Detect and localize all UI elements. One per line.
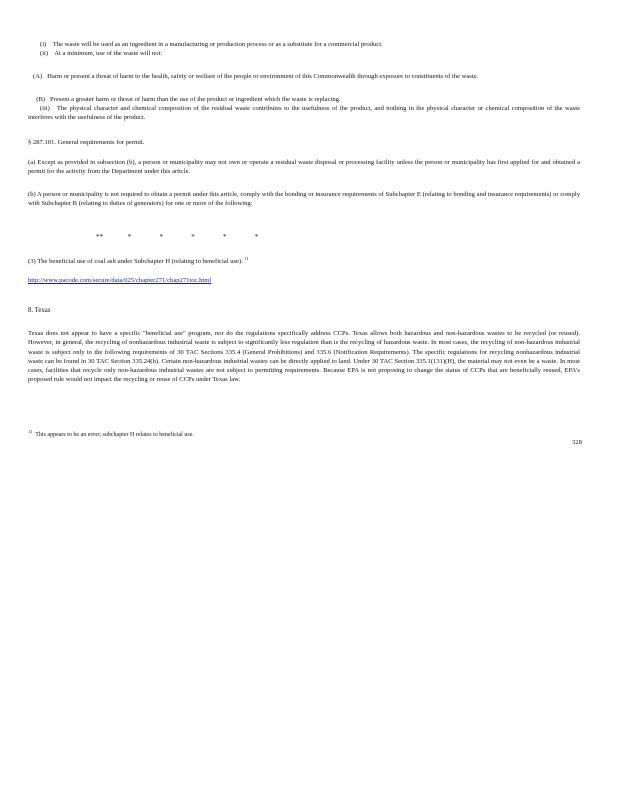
list-text: The waste will be used as an ingredient in a manufacturing or production process or as a substitute for a commercial product.: [52, 41, 383, 48]
footnote: [28, 428, 194, 439]
sub-item-b: [28, 95, 580, 104]
section-8-heading: 8. Texas: [28, 307, 51, 314]
footnote-text: This appears to be an error; subchapter H relates to beneficial use.: [35, 432, 194, 438]
page-number: 328: [572, 439, 582, 446]
sub-text: Harm or present a threat of harm to the health, safety or welfare of the people or environment of this Commonwealth through exposure to constituents of the waste.: [47, 73, 479, 80]
item-3-text: (3) The beneficial use of coal ash under Subchapter H (relating to beneficial use).: [28, 258, 243, 266]
star-mark: *: [159, 233, 163, 241]
star-mark: *: [191, 233, 195, 241]
item-3: [28, 254, 580, 266]
star-mark: *: [127, 233, 132, 241]
list-text: At a minimum, use of the waste will not:: [54, 50, 163, 57]
list-item-i: [40, 40, 580, 49]
star-mark: *: [223, 233, 227, 241]
list-label: (i): [40, 41, 47, 48]
sub-label: (iii): [39, 105, 50, 112]
sub-label: (A): [32, 73, 43, 80]
paragraph-a: (a) Except as provided in subsection (b), a person or municipality may not own or operate a residual waste disposal or processing facility unless the person or municipality has first applied for and obtained a permit for the activity from the Department under this article.: [28, 159, 580, 176]
sub-item-iii: [28, 104, 580, 123]
paragraph-b: (b) A person or municipality is not required to obtain a permit under this article, comply with the bonding or insurance requirements of Subchapter E (relating to bonding and insurance requirements) or comply with Subchapter B (relating to duties of generators) for one or more of the following:: [28, 191, 580, 208]
sub-item-a: [28, 72, 580, 81]
omission-stars: [96, 233, 285, 241]
footnote-ref: 11: [244, 256, 249, 261]
footnote-number: 11: [28, 429, 33, 434]
texas-paragraph: Texas does not appear to have a specific "beneficial use" program, nor do the regulations specifically address CCPs. Texas allows both hazardous and non-hazardous wastes to be recycled (or reused). However, in general, the recycling of nonhazardous industrial waste is subject to significantly less regulation than is the recycling of hazardous waste. In most cases, the recycling of non-hazardous industrial waste is subject only to the following requirements of 30 TAC Sections 335.4 (General Prohibitions) and 335.6 (Notification Requirements). The specific regulations for recycling nonhazardous industrial waste can be found in 30 TAC Section 335.24(h). Certain non-hazardous industrial wastes can be directly applied to land. Under 30 TAC Section 335.1(131)(H), the material may not even be a waste. In most cases, facilities that recycle only non-hazardous industrial wastes are not subject to permitting requirements. Because EPA is not proposing to change the status of CCPs that are beneficially reused, EPA's proposed rule would not impact the recycling or reuse of CCPs under Texas law.: [28, 330, 580, 384]
sub-text: The physical character and chemical composition of the residual waste contributes to the usefulness of the product, and nothing in the physical character or chemical composition of the waste interferes with the usefulness of the product.: [28, 105, 581, 122]
pacode-link[interactable]: http://www.pacode.com/secure/data/025/chapter271/chap271toc.html: [28, 277, 212, 284]
sub-text: Present a greater harm or threat of harm than the use of the product or ingredient which the waste is replacing.: [50, 96, 341, 103]
section-title: § 287.101. General requirements for permit.: [28, 139, 145, 146]
star-mark: **: [96, 233, 103, 241]
star-mark: *: [254, 233, 259, 241]
sub-label: (B): [36, 96, 46, 103]
list-item-ii: [40, 49, 580, 58]
list-label: (ii): [40, 50, 49, 57]
